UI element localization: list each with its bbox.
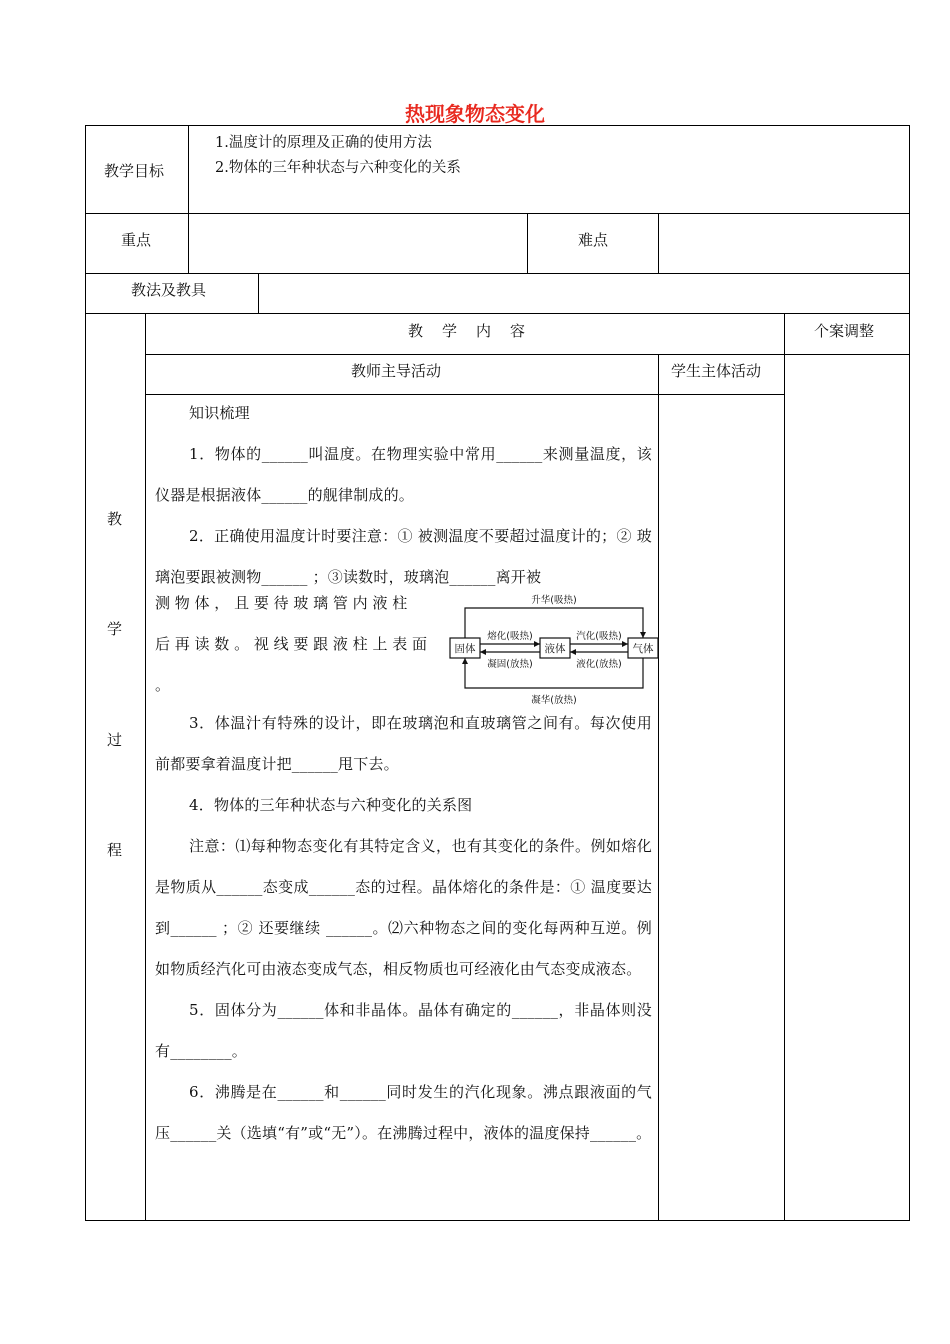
- process-char: 学: [107, 620, 123, 638]
- content-wrap-lines: [155, 583, 435, 706]
- paragraph: 4．物体的三年种状态与六种变化的关系图: [189, 796, 473, 814]
- col-divider: [658, 354, 659, 1221]
- process-char: 程: [107, 841, 123, 859]
- col-divider: [527, 213, 528, 273]
- difficult-point-label: 难点: [578, 231, 609, 249]
- gas-label: 气体: [632, 643, 654, 655]
- row-divider: [145, 354, 910, 355]
- key-point-label: 重点: [121, 231, 152, 249]
- col-divider: [188, 125, 189, 213]
- col-divider: [188, 213, 189, 273]
- adjust-header: 个案调整: [814, 322, 875, 340]
- paragraph: 注意：⑴每种物态变化有其特定含义，也有其变化的条件。例如熔化是物质从______态变成______态的过程。晶体熔化的条件是：① 温度要达到______ ；② 还要继续 ______。⑵六种物态之间的变化每两种互逆。例如物质经汽化可由液态变成气态，相反物质也可经液化由气态变成液态。: [155, 837, 652, 978]
- section-heading: 知识梳理: [189, 404, 250, 422]
- freezing-label: 凝固(放热): [487, 659, 533, 670]
- melting-label: 熔化(吸热): [487, 631, 533, 642]
- liquid-label: 液体: [544, 643, 566, 655]
- paragraph-line: 。: [155, 676, 171, 694]
- col-divider: [258, 273, 259, 313]
- state-change-diagram: [448, 592, 660, 708]
- goal-item: 2.物体的三年种状态与六种变化的关系: [215, 160, 461, 176]
- deposition-label: 凝华(放热): [531, 695, 577, 706]
- paragraph: 6．沸腾是在______和______同时发生的汽化现象。沸点跟液面的气压______关（选填“有”或“无”）。在沸腾过程中，液体的温度保持______。: [155, 1083, 652, 1142]
- content-block-top: [155, 393, 652, 598]
- goals-label: 教学目标: [104, 162, 165, 180]
- sublimation-label: 升华(吸热): [531, 595, 577, 606]
- process-char: 过: [107, 731, 123, 749]
- solid-label: 固体: [454, 643, 476, 655]
- page-title: 热现象物态变化: [405, 102, 545, 126]
- process-char: 教: [107, 510, 123, 528]
- student-header: 学生主体活动: [671, 362, 762, 380]
- col-divider: [784, 313, 785, 1221]
- paragraph: 5．固体分为______体和非晶体。晶体有确定的______，非晶体则没有________。: [155, 1001, 652, 1060]
- paragraph: 1．物体的______叫温度。在物理实验中常用______来测量温度，该仪器是根据液体______的舰律制成的。: [155, 445, 652, 504]
- goal-item: 1.温度计的原理及正确的使用方法: [215, 135, 432, 151]
- teacher-header: 教师主导活动: [351, 362, 442, 380]
- content-header: 教 学 内 容: [408, 322, 528, 340]
- condensation-label: 液化(放热): [576, 659, 622, 670]
- content-block-bottom: [155, 703, 652, 1154]
- paragraph: 3．体温汁有特殊的设计，即在玻璃泡和直玻璃管之间有。每次使用前都要拿着温度计把______甩下去。: [155, 714, 652, 773]
- row-divider: [85, 273, 910, 274]
- row-divider: [85, 313, 910, 314]
- paragraph-line: 后 再 读 数 。 视 线 要 跟 液 柱 上 表 面: [155, 635, 427, 653]
- vaporization-label: 汽化(吸热): [576, 631, 622, 642]
- paragraph-line: 测 物 体 ， 且 要 待 玻 璃 管 内 液 柱: [155, 594, 408, 612]
- col-divider: [145, 313, 146, 1221]
- paragraph: 2．正确使用温度计时要注意：① 被测温度不要超过温度计的；② 玻璃泡要跟被测物______ ；③读数时，玻璃泡______离开被: [155, 527, 652, 586]
- col-divider: [658, 213, 659, 273]
- row-divider: [85, 213, 910, 214]
- methods-label: 教法及教具: [131, 281, 207, 299]
